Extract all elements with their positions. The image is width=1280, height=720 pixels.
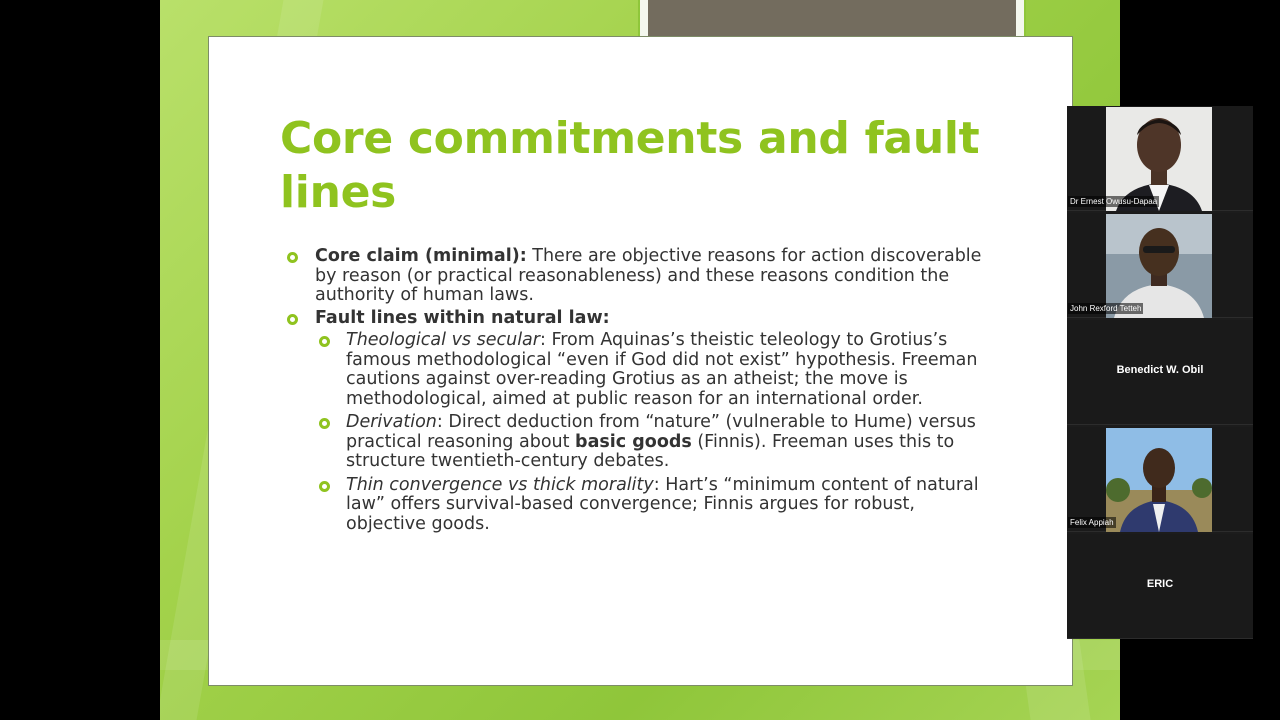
participant-tile[interactable] xyxy=(1067,320,1253,425)
participant-tile[interactable] xyxy=(1067,534,1253,639)
participant-name: ERIC xyxy=(1146,578,1174,590)
fault-lines-label: Fault lines within natural law: xyxy=(315,307,610,328)
sub3-text: : Hart’s “minimum content of natural law” offers survival-based convergence; Finnis argues for robust, objective goods. xyxy=(346,474,979,534)
participant-tile[interactable] xyxy=(1067,213,1253,318)
sub2-text-b: (Finnis). Freeman uses this to structure twentieth-century debates. xyxy=(346,431,955,471)
sub3-label: Thin convergence vs thick morality xyxy=(346,474,654,495)
sub-bullet-marker-icon xyxy=(319,336,330,347)
participant-tile[interactable] xyxy=(1067,427,1253,532)
sub2-bold: basic goods xyxy=(575,431,692,452)
person-avatar-icon xyxy=(1106,428,1212,532)
sub1-label: Theological vs secular xyxy=(346,330,540,350)
participant-name: Benedict W. Obil xyxy=(1116,364,1204,376)
participant-name: John Rexford Tetteh xyxy=(1070,304,1142,313)
participant-gallery xyxy=(1067,106,1253,639)
sub2-label: Derivation xyxy=(346,412,437,432)
sub-bullet-thin-convergence xyxy=(287,476,987,535)
participant-tile[interactable] xyxy=(1067,106,1253,211)
bullet-marker-icon xyxy=(287,314,298,325)
slide-bullet-list xyxy=(287,247,987,538)
participant-name: Felix Appiah xyxy=(1070,518,1114,527)
participant-video xyxy=(1106,428,1212,532)
sub2-text-a: : Direct deduction from “nature” (vulnerable to Hume) versus practical reasoning about xyxy=(346,412,976,452)
sub-bullet-theological xyxy=(287,331,987,409)
participant-name: Dr Ernest Owusu-Dapaa xyxy=(1070,197,1158,206)
sub-bullet-marker-icon xyxy=(319,481,330,492)
bullet-core-claim xyxy=(287,247,987,306)
core-claim-label: Core claim (minimal): xyxy=(315,246,527,266)
sub1-text: : From Aquinas’s theistic teleology to Grotius’s famous methodological “even if God did not exist” hypothesis. Freeman cautions against over-reading Grotius as an atheist; the move is methodological, aimed at public reason for an international order. xyxy=(346,330,978,409)
sub-bullet-marker-icon xyxy=(319,418,330,429)
bullet-marker-icon xyxy=(287,252,298,263)
sub-bullet-derivation xyxy=(287,413,987,472)
core-claim-text: There are objective reasons for action discoverable by reason (or practical reasonableness) and these reasons condition the authority of human laws. xyxy=(315,246,982,305)
bullet-fault-lines xyxy=(287,309,987,329)
slide-title: Core commitments and fault lines xyxy=(280,113,980,218)
